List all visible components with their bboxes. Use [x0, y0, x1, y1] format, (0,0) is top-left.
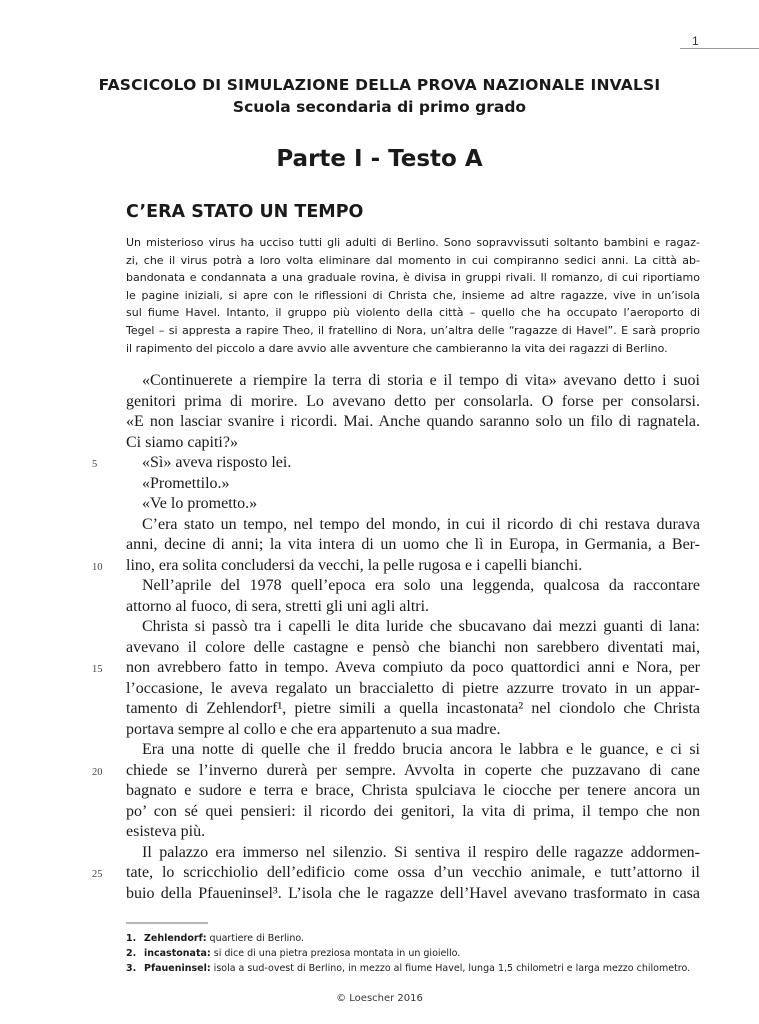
text-line: Christa si passò tra i capelli le dita luride che sbucavano dai mezzi guanti di lana: [142, 618, 700, 635]
text-title: C’ERA STATO UN TEMPO [126, 202, 364, 222]
line-number: 15 [92, 664, 103, 675]
text-line: buio della Pfaueninsel³. L’isola che le ragazze dell’Havel avevano trasformato in casa [126, 884, 700, 902]
text-line: genitori prima di morire. Lo avevano detto per consolarla. O forse per consolarsi. [126, 392, 700, 410]
footnote-term: incastonata: [144, 948, 211, 959]
intro-line: le pagine iniziali, si apre con le riflessioni di Christa che, insieme ad altre ragazze, vive in un’isola [126, 288, 700, 302]
intro-line: zi, che il virus potrà a loro volta eliminare dal momento in cui compiranno sedici anni. La città ab- [126, 253, 700, 267]
text-line: chiede se l’inverno durerà per sempre. Avvolta in coperte che puzzavano di cane [126, 761, 700, 779]
intro-paragraph [126, 234, 700, 357]
text-line: «E non lasciar svanire i ricordi. Mai. Anche quando saranno solo un filo di ragnatela. [126, 413, 700, 430]
footnote-number: 2. [126, 948, 137, 959]
footnote-text: quartiere di Berlino. [206, 933, 305, 944]
footnote [126, 946, 690, 961]
page-number: 1 [692, 34, 699, 48]
text-line: portava sempre al collo e che era appartenuto a sua madre. [126, 720, 501, 738]
text-line: po’ con sé quei pensieri: il ricordo dei genitori, la vita di prima, il tempo che non [126, 802, 700, 820]
text-line: lino, era solita concludersi da vecchi, la pelle rugosa e i capelli bianchi. [126, 556, 583, 574]
text-line: attorno al fuoco, di sera, stretti gli uni agli altri. [126, 597, 430, 615]
footnote-rule [126, 922, 208, 924]
main-text [126, 371, 700, 904]
line-number: 20 [92, 767, 103, 778]
text-line: «Ve lo prometto.» [142, 495, 258, 512]
text-line: Ci siamo capiti?» [126, 433, 238, 451]
intro-line: Tegel – si appresta a rapire Theo, il fratellino di Nora, un’altra delle “ragazze di Havel”. E sarà proprio [126, 323, 700, 337]
header-title: FASCICOLO DI SIMULAZIONE DELLA PROVA NAZIONALE INVALSI [98, 76, 661, 94]
text-line: avevano il colore delle castagne e pensò che bianchi non sarebbero diventati mai, [126, 638, 700, 656]
text-line: tamento di Zehlendorf¹, pietre simili a quella incastonata² nel ciondolo che Christa [126, 700, 700, 717]
text-line: Era una notte di quelle che il freddo brucia ancora le labbra e le guance, e ci si [142, 741, 700, 758]
footnote [126, 931, 690, 946]
footnote-text: si dice di una pietra preziosa montata in un gioiello. [210, 948, 461, 959]
copyright: © Loescher 2016 [336, 993, 423, 1004]
intro-line: il rapimento del piccolo a dare avvio alle avventure che cambieranno la vita dei ragazzi di Berlino. [126, 341, 668, 355]
text-line: l’occasione, le aveva regalato un braccialetto di pietre azzurre trovato in un appar- [126, 679, 700, 697]
text-line: «Sì» aveva risposto lei. [142, 454, 292, 471]
footnote [126, 961, 690, 976]
footnotes [126, 931, 690, 976]
footnote-number: 3. [126, 963, 137, 974]
text-line: anni, decine di anni; la vita intera di un uomo che lì in Europa, in Germania, a Ber- [126, 536, 700, 553]
text-line: non avrebbero fatto in tempo. Aveva compiuto da poco quattordici anni e Nora, per [126, 659, 700, 676]
text-line: «Continuerete a riempire la terra di storia e il tempo di vita» avevano detto i suoi [142, 372, 700, 389]
page-number-rule [680, 48, 759, 49]
text-line: esisteva più. [126, 823, 206, 840]
footnote-number: 1. [126, 933, 137, 944]
line-number: 10 [92, 562, 103, 573]
intro-line: Un misterioso virus ha ucciso tutti gli adulti di Berlino. Sono sopravvissuti soltanto bambini e ragaz- [126, 236, 700, 249]
text-line: Nell’aprile del 1978 quell’epoca era solo una leggenda, qualcosa da raccontare [142, 577, 700, 594]
header-subtitle: Scuola secondaria di primo grado [232, 98, 527, 116]
text-line: «Promettilo.» [142, 474, 230, 492]
footnote-text: isola a sud-ovest di Berlino, in mezzo al fiume Havel, lunga 1,5 chilometri e larga mezzo chilometro. [210, 963, 691, 974]
text-line: tate, lo scricchiolio dell’edificio come ossa d’un vecchio animale, e tutt’attorno il [126, 864, 700, 881]
text-line: C’era stato un tempo, nel tempo del mondo, in cui il ricordo di chi restava durava [142, 515, 700, 533]
text-line: bagnato e sudore e terra e brace, Christa spulciava le ciocche per tenere ancora un [126, 782, 700, 799]
line-number: 5 [92, 459, 98, 470]
intro-line: bandonata e condannata a una graduale rovina, è divisa in gruppi rivali. Il romanzo, di cui riportiamo [126, 271, 700, 285]
footnote-term: Pfaueninsel: [144, 963, 211, 974]
text-line: Il palazzo era immerso nel silenzio. Si sentiva il respiro delle ragazze addormen- [142, 843, 700, 861]
part-title: Parte I - Testo A [276, 146, 483, 172]
line-number: 25 [92, 869, 103, 880]
footnote-term: Zehlendorf: [144, 933, 207, 944]
intro-line: sul fiume Havel. Intanto, il gruppo più violento della città – quello che ha occupato l’aeroporto di [126, 306, 700, 320]
